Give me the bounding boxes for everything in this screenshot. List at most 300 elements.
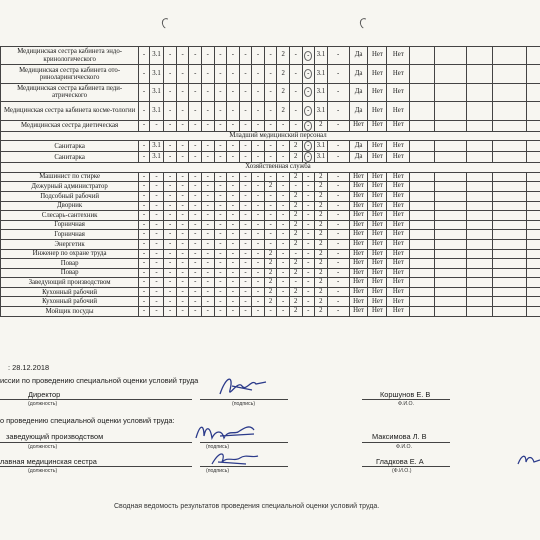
table-cell xyxy=(410,307,435,317)
table-cell: 2 xyxy=(264,268,277,278)
table-cell xyxy=(526,172,540,182)
table-cell: - xyxy=(214,201,227,211)
table-cell xyxy=(302,102,315,120)
position-name: Дежурный администратор xyxy=(1,182,139,192)
table-cell: - xyxy=(164,278,177,288)
table-cell: Нет xyxy=(349,201,368,211)
table-cell: - xyxy=(202,211,215,221)
table-cell: - xyxy=(189,230,202,240)
table-cell: Нет xyxy=(368,287,387,297)
table-cell xyxy=(435,83,466,101)
table-cell xyxy=(435,120,466,131)
table-cell: - xyxy=(289,182,302,192)
table-cell: Нет xyxy=(387,120,410,131)
table-row xyxy=(1,307,540,317)
table-cell: - xyxy=(227,211,240,221)
table-cell: - xyxy=(252,268,265,278)
table-cell xyxy=(466,307,492,317)
table-cell: 2 xyxy=(289,211,302,221)
member1-position: заведующий производством xyxy=(6,432,104,441)
table-cell xyxy=(493,239,527,249)
table-cell: - xyxy=(202,141,215,152)
table-cell: Нет xyxy=(387,259,410,269)
table-cell: - xyxy=(327,83,349,101)
results-table xyxy=(0,46,540,317)
table-cell: Нет xyxy=(368,211,387,221)
table-cell: - xyxy=(176,278,189,288)
table-cell: - xyxy=(189,47,202,65)
table-cell: - xyxy=(277,268,290,278)
table-cell: Нет xyxy=(387,249,410,259)
table-cell: - xyxy=(149,297,164,307)
table-cell xyxy=(466,102,492,120)
table-cell xyxy=(410,102,435,120)
table-cell: Нет xyxy=(387,287,410,297)
table-cell: - xyxy=(264,65,277,83)
table-cell: Нет xyxy=(349,287,368,297)
table-cell: - xyxy=(252,239,265,249)
table-cell: - xyxy=(277,259,290,269)
table-cell: - xyxy=(202,287,215,297)
table-cell xyxy=(493,182,527,192)
table-cell: - xyxy=(289,120,302,131)
table-cell: Нет xyxy=(349,211,368,221)
table-cell: - xyxy=(252,83,265,101)
table-cell xyxy=(526,249,540,259)
table-cell: - xyxy=(327,65,349,83)
table-cell: - xyxy=(164,83,177,101)
table-cell: - xyxy=(227,230,240,240)
table-cell: - xyxy=(264,152,277,163)
table-cell: - xyxy=(214,141,227,152)
table-cell xyxy=(410,268,435,278)
table-cell: - xyxy=(239,249,252,259)
table-cell: - xyxy=(202,102,215,120)
table-cell xyxy=(466,83,492,101)
table-cell: - xyxy=(239,268,252,278)
table-cell: - xyxy=(202,220,215,230)
table-cell: - xyxy=(189,249,202,259)
table-cell xyxy=(410,278,435,288)
table-cell xyxy=(493,287,527,297)
table-cell: - xyxy=(139,259,149,269)
table-cell xyxy=(526,220,540,230)
table-cell: Нет xyxy=(349,120,368,131)
member2-position-caption: (должность) xyxy=(28,468,58,474)
table-cell: - xyxy=(239,172,252,182)
position-name: Горничная xyxy=(1,230,139,240)
table-cell xyxy=(435,47,466,65)
table-cell: 2 xyxy=(289,259,302,269)
table-cell: - xyxy=(139,230,149,240)
table-cell: - xyxy=(327,297,349,307)
table-cell: - xyxy=(189,287,202,297)
table-cell: - xyxy=(327,230,349,240)
table-cell: - xyxy=(164,191,177,201)
table-cell: - xyxy=(277,211,290,221)
table-cell: - xyxy=(252,102,265,120)
table-cell: - xyxy=(189,120,202,131)
table-cell: - xyxy=(202,201,215,211)
table-cell: - xyxy=(264,102,277,120)
table-cell: Нет xyxy=(368,65,387,83)
table-cell: Нет xyxy=(368,102,387,120)
table-cell: Нет xyxy=(349,278,368,288)
table-cell: Нет xyxy=(368,239,387,249)
table-cell: - xyxy=(264,201,277,211)
table-cell: - xyxy=(252,249,265,259)
table-cell: - xyxy=(252,220,265,230)
circled-class-value: - xyxy=(304,69,312,79)
table-cell: 2 xyxy=(315,259,328,269)
table-cell: Да xyxy=(349,47,368,65)
table-cell xyxy=(493,83,527,101)
table-cell: Да xyxy=(349,65,368,83)
table-cell xyxy=(466,201,492,211)
table-cell: - xyxy=(302,239,315,249)
table-cell: - xyxy=(277,307,290,317)
table-cell: - xyxy=(277,278,290,288)
table-cell: - xyxy=(164,120,177,131)
table-cell: Нет xyxy=(387,141,410,152)
table-cell: - xyxy=(252,191,265,201)
position-name: Кухонный рабочий xyxy=(1,297,139,307)
table-cell: - xyxy=(164,307,177,317)
table-cell xyxy=(466,120,492,131)
table-cell xyxy=(493,230,527,240)
table-cell: - xyxy=(149,287,164,297)
table-cell xyxy=(526,191,540,201)
table-cell xyxy=(435,182,466,192)
table-row xyxy=(1,182,540,192)
table-cell: - xyxy=(176,102,189,120)
table-cell: - xyxy=(214,172,227,182)
table-cell: 2 xyxy=(315,249,328,259)
table-cell: 2 xyxy=(289,297,302,307)
table-cell: Нет xyxy=(387,268,410,278)
table-cell: - xyxy=(189,65,202,83)
circled-class-value: - xyxy=(304,106,312,116)
position-name: Медицинская сестра диетическая xyxy=(1,120,139,131)
table-cell: - xyxy=(214,120,227,131)
section-header-row xyxy=(1,131,540,141)
table-cell: - xyxy=(139,220,149,230)
table-cell xyxy=(410,120,435,131)
table-cell: - xyxy=(302,172,315,182)
table-cell xyxy=(493,172,527,182)
table-cell: - xyxy=(239,211,252,221)
table-cell xyxy=(493,297,527,307)
table-cell: - xyxy=(264,220,277,230)
position-name: Энергетик xyxy=(1,239,139,249)
table-cell: - xyxy=(214,307,227,317)
table-cell: - xyxy=(202,259,215,269)
table-cell xyxy=(435,211,466,221)
table-cell xyxy=(526,47,540,65)
table-cell xyxy=(302,65,315,83)
table-cell: - xyxy=(214,102,227,120)
table-cell xyxy=(526,278,540,288)
table-cell: - xyxy=(239,102,252,120)
table-cell: - xyxy=(164,47,177,65)
table-row xyxy=(1,201,540,211)
table-cell: 2 xyxy=(315,230,328,240)
table-cell: - xyxy=(277,152,290,163)
member2-name: Гладкова Е. А xyxy=(376,457,424,466)
table-cell xyxy=(410,83,435,101)
table-cell: - xyxy=(302,307,315,317)
table-cell: Нет xyxy=(387,230,410,240)
table-cell: - xyxy=(239,65,252,83)
table-cell: - xyxy=(264,120,277,131)
table-cell xyxy=(466,141,492,152)
table-cell: - xyxy=(202,191,215,201)
table-cell: - xyxy=(264,172,277,182)
table-cell: Да xyxy=(349,152,368,163)
table-cell xyxy=(410,297,435,307)
table-cell xyxy=(435,191,466,201)
table-cell: - xyxy=(302,297,315,307)
table-cell: Нет xyxy=(368,220,387,230)
table-cell: - xyxy=(239,259,252,269)
table-cell: - xyxy=(149,239,164,249)
table-cell: Да xyxy=(349,141,368,152)
table-cell xyxy=(526,230,540,240)
table-cell: - xyxy=(164,239,177,249)
table-cell xyxy=(493,152,527,163)
table-cell: - xyxy=(164,141,177,152)
table-cell: - xyxy=(227,239,240,249)
table-cell: - xyxy=(252,259,265,269)
table-cell: - xyxy=(252,120,265,131)
table-cell: - xyxy=(139,191,149,201)
table-cell: - xyxy=(176,268,189,278)
table-cell xyxy=(526,297,540,307)
member2-signature-caption: (подпись) xyxy=(206,468,230,474)
table-cell: - xyxy=(239,220,252,230)
table-cell: Нет xyxy=(368,259,387,269)
table-cell xyxy=(466,278,492,288)
table-cell: 3.1 xyxy=(315,83,328,101)
table-cell: 3.1 xyxy=(315,152,328,163)
table-cell: 3.1 xyxy=(315,102,328,120)
table-row xyxy=(1,191,540,201)
table-cell: - xyxy=(164,287,177,297)
table-cell: 2 xyxy=(289,307,302,317)
circled-class-value: - xyxy=(304,141,312,151)
table-cell xyxy=(466,230,492,240)
table-cell: - xyxy=(189,182,202,192)
table-cell: Нет xyxy=(387,220,410,230)
table-cell xyxy=(526,239,540,249)
table-row xyxy=(1,278,540,288)
table-cell xyxy=(466,220,492,230)
table-cell: - xyxy=(214,278,227,288)
table-cell xyxy=(526,211,540,221)
table-cell: Нет xyxy=(368,47,387,65)
table-cell: - xyxy=(164,297,177,307)
table-cell xyxy=(302,120,315,131)
table-cell xyxy=(410,141,435,152)
table-cell: - xyxy=(139,182,149,192)
table-cell: - xyxy=(277,191,290,201)
table-cell: - xyxy=(139,120,149,131)
table-cell: - xyxy=(264,47,277,65)
table-cell: - xyxy=(252,287,265,297)
table-cell: 2 xyxy=(315,307,328,317)
table-cell: - xyxy=(164,172,177,182)
table-cell: - xyxy=(189,278,202,288)
table-cell: Нет xyxy=(368,268,387,278)
table-cell xyxy=(493,268,527,278)
table-cell: - xyxy=(139,278,149,288)
table-cell: - xyxy=(139,268,149,278)
table-cell: - xyxy=(277,249,290,259)
table-cell: 3.1 xyxy=(149,47,164,65)
table-cell: - xyxy=(239,152,252,163)
table-cell: - xyxy=(264,230,277,240)
table-cell: - xyxy=(202,182,215,192)
table-cell: 2 xyxy=(315,211,328,221)
table-cell: - xyxy=(277,172,290,182)
table-cell: 2 xyxy=(289,239,302,249)
table-cell: 2 xyxy=(315,278,328,288)
table-cell: - xyxy=(252,230,265,240)
table-cell xyxy=(410,152,435,163)
table-cell: - xyxy=(277,239,290,249)
table-cell xyxy=(493,120,527,131)
table-row xyxy=(1,287,540,297)
table-cell xyxy=(302,141,315,152)
table-cell: Нет xyxy=(368,152,387,163)
table-cell: 2 xyxy=(289,172,302,182)
table-cell: - xyxy=(176,182,189,192)
table-cell: - xyxy=(189,239,202,249)
table-cell: - xyxy=(252,152,265,163)
table-cell: - xyxy=(239,201,252,211)
table-cell xyxy=(493,211,527,221)
circled-class-value: - xyxy=(304,51,312,61)
table-cell: - xyxy=(202,172,215,182)
table-cell: - xyxy=(264,211,277,221)
table-cell: - xyxy=(176,220,189,230)
table-cell: Нет xyxy=(349,249,368,259)
table-cell xyxy=(435,278,466,288)
table-cell: - xyxy=(327,249,349,259)
table-cell: - xyxy=(176,83,189,101)
table-cell: Нет xyxy=(349,230,368,240)
member2-fio-caption: (Ф.И.О.) xyxy=(392,468,412,474)
member1-fio-caption: Ф.И.О. xyxy=(396,444,413,450)
table-cell: - xyxy=(302,182,315,192)
table-cell: - xyxy=(227,259,240,269)
table-cell: 2 xyxy=(277,102,290,120)
table-cell: Нет xyxy=(387,182,410,192)
table-cell xyxy=(435,268,466,278)
table-cell: - xyxy=(139,297,149,307)
margin-date-mark xyxy=(516,450,540,468)
table-cell: - xyxy=(189,102,202,120)
table-cell xyxy=(526,307,540,317)
table-cell: - xyxy=(302,268,315,278)
table-cell: 2 xyxy=(264,287,277,297)
table-cell xyxy=(493,47,527,65)
table-cell: - xyxy=(139,239,149,249)
table-cell: - xyxy=(189,259,202,269)
table-cell xyxy=(466,47,492,65)
table-cell: Да xyxy=(349,83,368,101)
table-cell: - xyxy=(139,201,149,211)
circled-class-value: - xyxy=(304,152,312,162)
table-cell: - xyxy=(327,287,349,297)
table-cell: 2 xyxy=(289,141,302,152)
table-cell xyxy=(526,152,540,163)
table-cell: - xyxy=(239,83,252,101)
table-cell xyxy=(466,259,492,269)
table-cell xyxy=(493,307,527,317)
section-title: Младший медицинский персонал xyxy=(1,131,540,141)
table-row xyxy=(1,83,540,101)
table-cell: - xyxy=(227,191,240,201)
table-cell: - xyxy=(239,191,252,201)
table-cell: - xyxy=(149,307,164,317)
table-cell: - xyxy=(302,249,315,259)
table-cell: Нет xyxy=(387,278,410,288)
table-cell: - xyxy=(214,230,227,240)
table-cell xyxy=(435,102,466,120)
table-cell: - xyxy=(327,278,349,288)
table-cell: 2 xyxy=(277,83,290,101)
commission-chair-label: иссии по проведению специальной оценки условий труда xyxy=(0,376,199,385)
table-cell: - xyxy=(176,297,189,307)
table-cell: Нет xyxy=(349,297,368,307)
position-name: Медицинская сестра кабинета ото-риноларингического xyxy=(1,65,139,83)
table-cell: - xyxy=(227,102,240,120)
table-cell: - xyxy=(327,152,349,163)
table-cell: Нет xyxy=(368,278,387,288)
table-cell: - xyxy=(327,239,349,249)
table-cell xyxy=(466,172,492,182)
table-cell xyxy=(302,47,315,65)
position-name: Подсобный рабочий xyxy=(1,191,139,201)
table-row xyxy=(1,47,540,65)
table-row xyxy=(1,220,540,230)
table-cell xyxy=(493,191,527,201)
table-cell: - xyxy=(214,152,227,163)
table-cell: - xyxy=(189,172,202,182)
table-cell: Нет xyxy=(368,230,387,240)
table-cell: - xyxy=(227,201,240,211)
table-cell xyxy=(435,249,466,259)
table-row xyxy=(1,239,540,249)
table-row xyxy=(1,102,540,120)
table-cell: - xyxy=(176,239,189,249)
table-cell: 2 xyxy=(289,220,302,230)
table-cell: 2 xyxy=(315,201,328,211)
table-cell: - xyxy=(239,278,252,288)
table-cell: - xyxy=(327,172,349,182)
table-cell: - xyxy=(227,278,240,288)
table-cell: - xyxy=(139,249,149,259)
table-cell: - xyxy=(202,47,215,65)
table-cell xyxy=(410,211,435,221)
table-cell: - xyxy=(227,220,240,230)
table-cell: - xyxy=(176,47,189,65)
table-cell: 2 xyxy=(264,249,277,259)
table-cell: - xyxy=(149,230,164,240)
table-cell xyxy=(435,287,466,297)
table-cell: - xyxy=(214,239,227,249)
